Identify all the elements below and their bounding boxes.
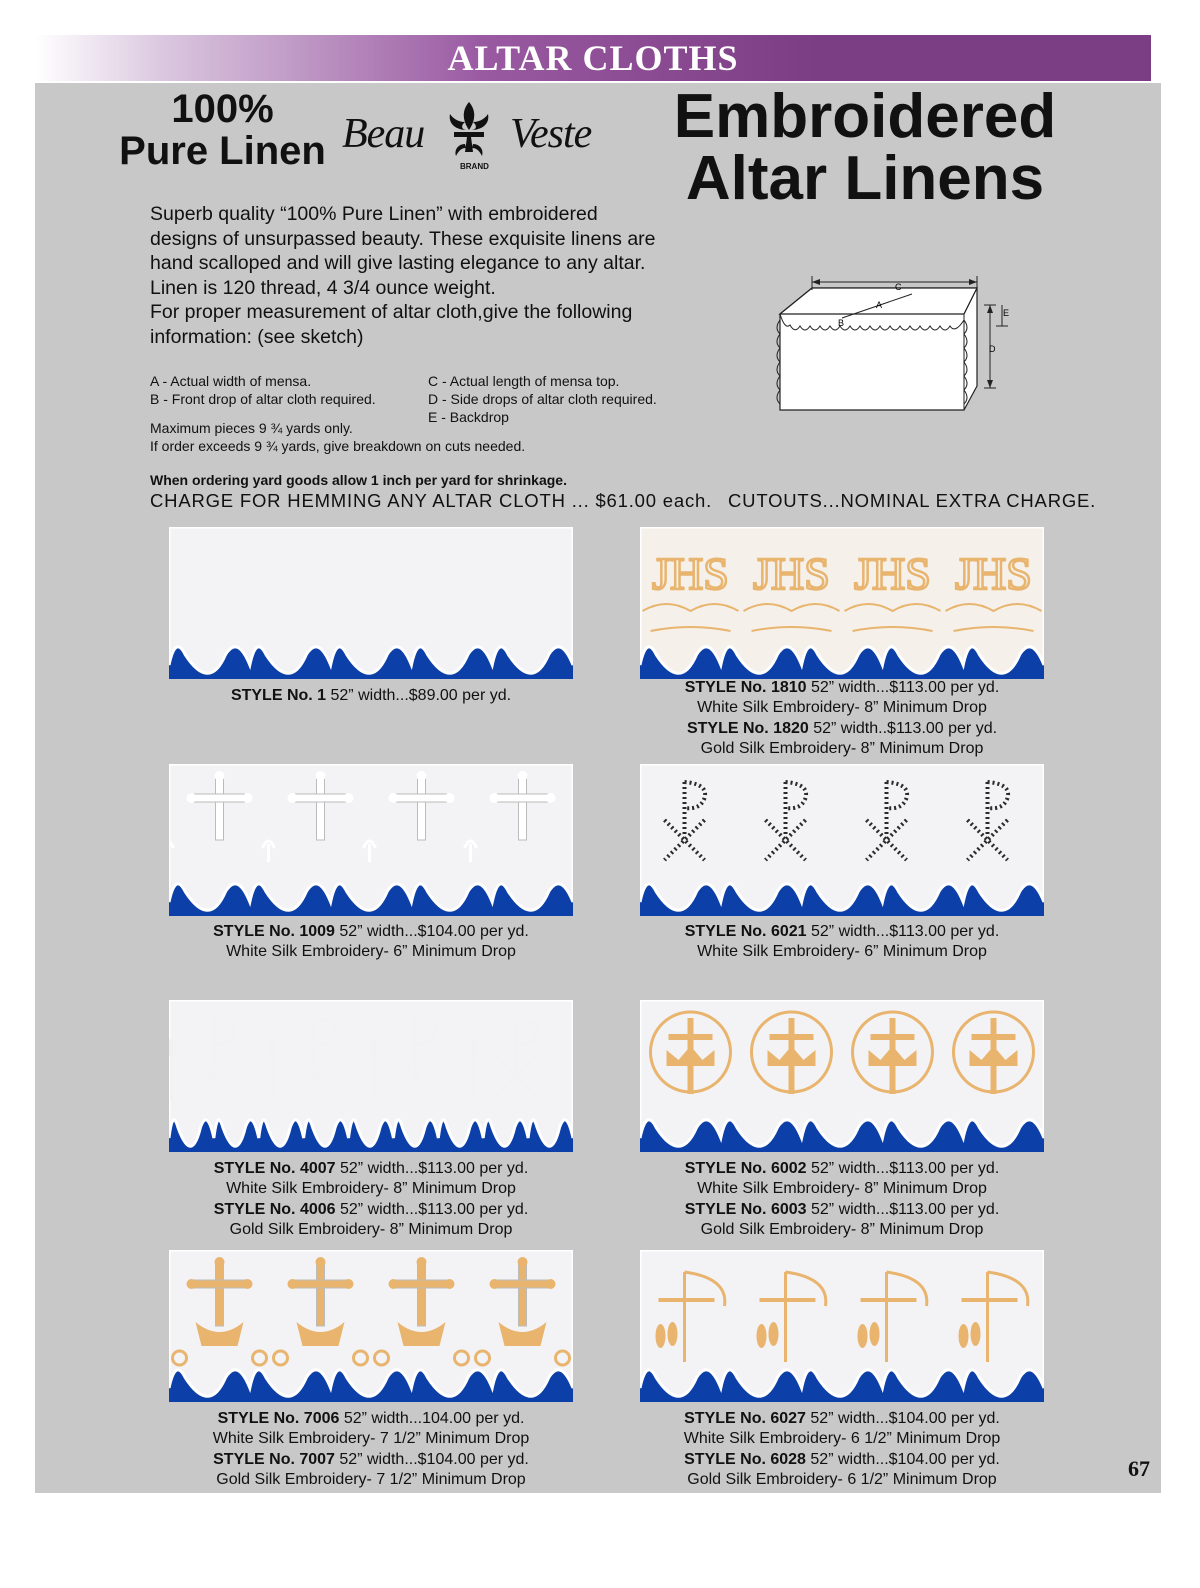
logo-word-right: Veste [510, 111, 592, 157]
page-title: ALTAR CLOTHS [447, 38, 739, 78]
caption-text: White Silk Embroidery- 6” Minimum Drop [697, 943, 987, 961]
style-number: STYLE No. 6027 [684, 1410, 806, 1427]
caption-line [141, 1409, 601, 1429]
product-swatch [169, 1250, 573, 1402]
caption-line [612, 1450, 1072, 1470]
product-swatch [640, 1000, 1044, 1152]
caption-line [141, 1200, 601, 1220]
caption-line [612, 1220, 1072, 1240]
caption-text: Gold Silk Embroidery- 6 1/2” Minimum Drop [687, 1470, 997, 1488]
caption-text: 52” width...$104.00 per yd. [334, 923, 529, 940]
style-number: STYLE No. 1810 [684, 679, 807, 696]
caption-text: 52” width...$104.00 per yd. [805, 1450, 1000, 1468]
caption-line [612, 1470, 1072, 1490]
intro-paragraph [150, 202, 710, 349]
caption-line [612, 1179, 1072, 1199]
caption-line [141, 1450, 601, 1470]
style-number: STYLE No. 4007 [213, 1160, 336, 1177]
altar-measurement-sketch [772, 270, 1032, 420]
caption-text: White Silk Embroidery- 6 1/2” Minimum Drop [683, 1430, 1001, 1448]
intro-line: For proper measurement of altar cloth,give the following [150, 301, 633, 323]
caption-text: White Silk Embroidery- 8” Minimum Drop [226, 1180, 516, 1198]
sketch-label-b: B [838, 318, 845, 328]
caption-line [612, 678, 1072, 698]
caption-text: 52” width...$113.00 per yd. [806, 1160, 1000, 1177]
caption-text: Gold Silk Embroidery- 8” Minimum Drop [700, 1220, 984, 1238]
legend-item: D - Side drops of altar cloth required. [428, 391, 657, 407]
caption-line [141, 1470, 601, 1490]
product-swatch [169, 527, 573, 679]
caption-text: 52” width..$113.00 per yd. [808, 719, 998, 737]
sketch-label-d: D [989, 344, 996, 354]
caption-text: White Silk Embroidery- 8” Minimum Drop [697, 699, 987, 717]
legend-item: E - Backdrop [428, 409, 509, 425]
product-caption [141, 686, 601, 706]
caption-line [141, 1159, 601, 1179]
caption-line [141, 922, 601, 942]
caption-text: Gold Silk Embroidery- 8” Minimum Drop [700, 739, 984, 757]
caption-text: White Silk Embroidery- 8” Minimum Drop [697, 1180, 987, 1198]
page-number: 67 [1128, 1456, 1150, 1481]
logo-word-left: Beau [342, 111, 425, 157]
caption-line [612, 1409, 1072, 1429]
svg-text:JHS: JHS [652, 548, 729, 599]
legend-item: B - Front drop of altar cloth required. [150, 391, 376, 407]
style-number: STYLE No. 1009 [213, 923, 335, 940]
caption-text: 52” width...$113.00 per yd. [335, 1200, 529, 1218]
legend-item: C - Actual length of mensa top. [428, 373, 620, 389]
beau-veste-logo [338, 98, 608, 178]
legend-left [150, 372, 376, 408]
caption-line [612, 1429, 1072, 1449]
intro-line: Superb quality “100% Pure Linen” with embroidered [150, 203, 598, 225]
max-note: If order exceeds 9 ¾ yards, give breakdown on cuts needed. [150, 438, 526, 454]
style-number: STYLE No. 6003 [684, 1200, 807, 1218]
style-number: STYLE No. 6021 [684, 923, 807, 940]
header-banner [35, 35, 1151, 81]
sketch-label-e: E [1003, 308, 1010, 318]
product-caption [612, 922, 1072, 963]
intro-line: information: (see sketch) [150, 325, 364, 348]
intro-line: hand scalloped and will give lasting elegance to any altar. [150, 252, 646, 274]
caption-line [612, 1200, 1072, 1220]
caption-text: 52” width...$104.00 per yd. [805, 1410, 1000, 1427]
caption-line [141, 1429, 601, 1449]
product-swatch [169, 1000, 573, 1152]
caption-text: 52” width...$89.00 per yd. [326, 687, 512, 704]
caption-text: 52” width...$104.00 per yd. [334, 1450, 529, 1468]
intro-line: Linen is 120 thread, 4 3/4 ounce weight. [150, 276, 496, 299]
product-caption [141, 922, 601, 963]
fleur-de-lis-icon [446, 100, 492, 162]
legend-right [428, 372, 657, 426]
svg-text:JHS: JHS [753, 548, 830, 599]
logo-brand-sub: BRAND [460, 162, 489, 171]
max-note: Maximum pieces 9 ¾ yards only. [150, 420, 353, 436]
caption-line [612, 922, 1072, 942]
svg-text:JHS: JHS [955, 548, 1032, 599]
pure-linen-percent: 100% [171, 87, 274, 131]
style-number: STYLE No. 1820 [686, 719, 809, 737]
headline-line2: Altar Linens [685, 144, 1045, 213]
caption-line [141, 942, 601, 962]
product-caption [141, 1159, 601, 1240]
caption-text: 52” width...$113.00 per yd. [335, 1160, 529, 1177]
style-number: STYLE No. 7006 [217, 1410, 340, 1427]
caption-line [141, 1179, 601, 1199]
svg-text:JHS: JHS [854, 548, 931, 599]
style-number: STYLE No. 1 [230, 687, 327, 704]
product-caption [612, 678, 1072, 759]
caption-line [612, 698, 1072, 718]
product-swatch [640, 1250, 1044, 1402]
caption-text: White Silk Embroidery- 6” Minimum Drop [226, 943, 516, 961]
caption-text: Gold Silk Embroidery- 8” Minimum Drop [229, 1220, 513, 1238]
caption-text: 52” width...104.00 per yd. [339, 1410, 525, 1427]
pure-linen-label [105, 88, 340, 172]
cutouts-note: CUTOUTS...NOMINAL EXTRA CHARGE. [728, 490, 1097, 511]
caption-text: Gold Silk Embroidery- 7 1/2” Minimum Drop [216, 1470, 526, 1488]
product-swatch [169, 764, 573, 916]
caption-line [141, 686, 601, 706]
pure-linen-text: Pure Linen [119, 129, 326, 173]
caption-line [141, 1220, 601, 1240]
headline-line1: Embroidered [673, 82, 1057, 151]
caption-line [612, 1159, 1072, 1179]
product-caption [612, 1159, 1072, 1240]
caption-text: 52” width...$113.00 per yd. [806, 679, 1000, 696]
product-swatch [640, 527, 1044, 679]
caption-text: 52” width...$113.00 per yd. [806, 1200, 1000, 1218]
intro-line: designs of unsurpassed beauty. These exquisite linens are [150, 227, 656, 250]
caption-line [612, 719, 1072, 739]
max-notes [150, 419, 525, 455]
sketch-label-a: A [876, 300, 883, 310]
shrink-note: When ordering yard goods allow 1 inch per yard for shrinkage. [150, 472, 567, 488]
style-number: STYLE No. 4006 [213, 1200, 336, 1218]
style-number: STYLE No. 6002 [684, 1160, 807, 1177]
headline [640, 82, 1090, 213]
legend-item: A - Actual width of mensa. [150, 373, 312, 389]
product-caption [141, 1409, 601, 1490]
product-swatch [640, 764, 1044, 916]
sketch-label-c: C [895, 282, 902, 292]
caption-line [612, 942, 1072, 962]
product-caption [612, 1409, 1072, 1490]
hemming-charge: CHARGE FOR HEMMING ANY ALTAR CLOTH ... $61.00 each. [150, 490, 713, 511]
caption-text: White Silk Embroidery- 7 1/2” Minimum Drop [212, 1430, 530, 1448]
caption-text: 52” width...$113.00 per yd. [806, 923, 1000, 940]
style-number: STYLE No. 6028 [684, 1450, 806, 1468]
style-number: STYLE No. 7007 [213, 1450, 335, 1468]
caption-line [612, 739, 1072, 759]
